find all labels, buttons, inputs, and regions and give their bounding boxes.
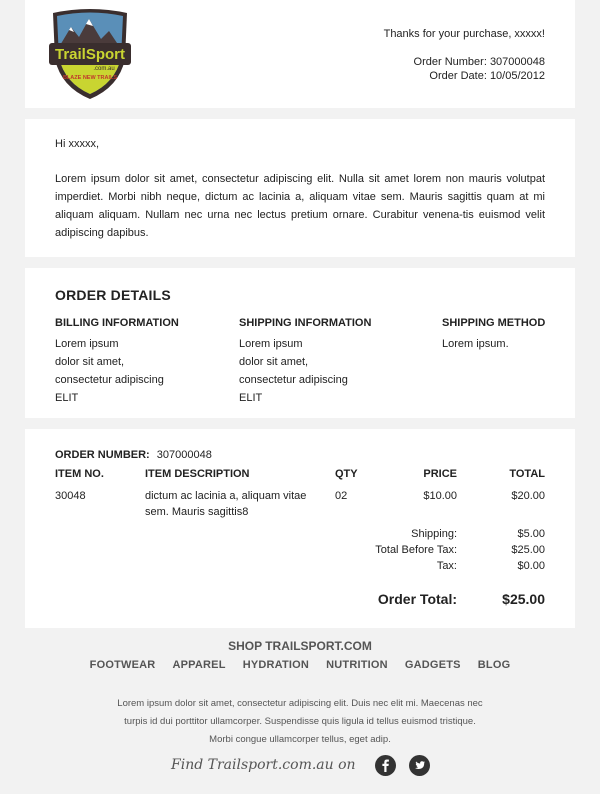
table-row-total: $20.00 [511,490,545,502]
col-header-qty: QTY [335,468,358,480]
nav-link-apparel[interactable]: APPAREL [172,659,226,671]
shipping-line: Lorem ipsum [239,338,303,350]
order-number-label: ORDER NUMBER: [55,449,150,461]
table-row-qty: 02 [335,490,348,502]
billing-heading: BILLING INFORMATION [55,317,179,329]
table-row-description: dictum ac lacinia a, aliquam vitae sem. Mauris sagittis8 [145,490,307,518]
header-card [25,0,575,108]
footer-text-line: Lorem ipsum dolor sit amet, consectetur adipiscing elit. Duis nec elit mi. Maecenas nec [117,698,483,709]
order-number-value: 307000048 [156,449,212,461]
shipping-line: consectetur adipiscing [239,374,348,386]
order-total-label: Order Total: [377,591,457,607]
billing-line: dolor sit amet, [55,356,125,368]
greeting-body: Lorem ipsum dolor sit amet, consectetur adipiscing elit. Nulla sit amet lorem non mauris volutpat imperdiet. Morbi nibh neque, dictum ac lacinia a, aliquam vitae sem. Mauris sagittis quam at mi aliquam aliquam. Nullam nec urna nec lectus pretium ornare. Curabitur venena-tis euismod velit adipiscing dapibus. [55,173,545,239]
footer-text-line: turpis id dui porttitor ullamcorper. Suspendisse quis ligula id tellus euismod tristique. [124,716,476,727]
order-items-card [25,429,575,628]
find-us-text: Find Trailsport.com.au on [171,757,356,773]
billing-line: consectetur adipiscing [55,374,164,386]
nav-link-nutrition[interactable]: NUTRITION [326,659,388,671]
nav-link-hydration[interactable]: HYDRATION [242,659,310,671]
logo-tagline: BLAZE NEW TRAILS [62,75,118,81]
shop-link[interactable]: SHOP TRAILSPORT.COM [228,639,372,653]
billing-line: Lorem ipsum [55,338,119,350]
billing-line: ELIT [55,392,79,404]
thanks-message: Thanks for your purchase, xxxxx! [383,28,545,40]
table-row-item-no: 30048 [55,490,86,502]
summary-before-tax-value: $25.00 [511,544,545,556]
shipping-line: ELIT [239,392,263,404]
order-details-card [25,268,575,418]
billing-info [55,317,225,407]
logo-shield-icon [49,7,131,101]
footer-nav [0,659,600,671]
greeting-salutation: Hi xxxxx, [55,138,99,150]
col-header-item-no: ITEM NO. [55,468,104,480]
order-number-row [55,449,212,461]
order-total-value: $25.00 [502,591,545,607]
shipping-info [239,317,419,407]
footer-text [100,695,500,749]
summary-tax-value: $0.00 [517,560,545,572]
shipping-heading: SHIPPING INFORMATION [239,317,372,329]
facebook-icon[interactable] [375,755,396,776]
order-meta [414,55,545,83]
logo-name: TrailSport [54,46,126,63]
order-number-text: Order Number: 307000048 [413,56,545,68]
col-header-price: PRICE [423,468,457,480]
summary-shipping-value: $5.00 [517,528,545,540]
shipping-method [442,317,552,353]
order-date-text: Order Date: 10/05/2012 [429,70,545,82]
logo-domain: .com.au [93,66,115,72]
col-header-total: TOTAL [509,468,545,480]
nav-link-footwear[interactable]: FOOTWEAR [89,659,156,671]
summary-shipping-label: Shipping: [411,528,457,540]
table-row-price: $10.00 [423,490,457,502]
trailsport-logo[interactable] [49,7,131,101]
footer-text-line: Morbi congue ullamcorper tellus, eget adip. [209,734,391,745]
shipping-line: dolor sit amet, [239,356,309,368]
summary-before-tax-label: Total Before Tax: [375,544,457,556]
col-header-description: ITEM DESCRIPTION [145,468,250,480]
shipping-method-line: Lorem ipsum. [442,338,509,350]
twitter-icon[interactable] [409,755,430,776]
nav-link-blog[interactable]: BLOG [477,659,511,671]
order-details-title: ORDER DETAILS [55,287,171,303]
greeting-card [25,119,575,257]
shipping-method-heading: SHIPPING METHOD [442,317,546,329]
nav-link-gadgets[interactable]: GADGETS [404,659,461,671]
summary-tax-label: Tax: [436,560,457,572]
